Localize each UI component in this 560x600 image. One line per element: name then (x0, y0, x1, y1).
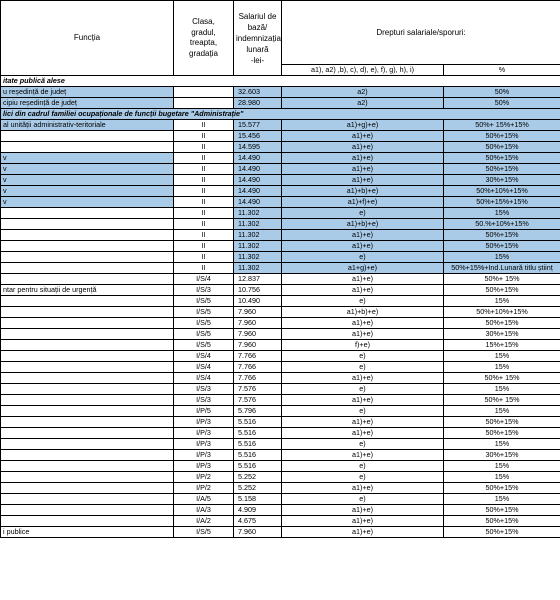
class-cell: I/P/3 (174, 417, 234, 428)
percent-cell: 15% (444, 494, 560, 505)
table-row (1, 131, 560, 142)
class-cell: II (174, 241, 234, 252)
function-cell: v (1, 153, 174, 164)
section-row (1, 76, 560, 87)
percent-cell: 50%+ 15% (444, 274, 560, 285)
table-row (1, 483, 560, 494)
salary-cell: 7.960 (234, 307, 282, 318)
class-cell: II (174, 219, 234, 230)
class-cell: I/P/2 (174, 472, 234, 483)
percent-cell: 30%+15% (444, 175, 560, 186)
percent-cell: 15% (444, 362, 560, 373)
percent-cell: 15%+15% (444, 340, 560, 351)
salary-cell: 10.490 (234, 296, 282, 307)
salary-cell: 7.960 (234, 527, 282, 538)
salary-cell: 14.490 (234, 164, 282, 175)
table-row (1, 153, 560, 164)
class-cell: II (174, 197, 234, 208)
codes-cell: a1)+e) (282, 417, 444, 428)
function-cell (1, 494, 174, 505)
codes-cell: a1+g)+e) (282, 263, 444, 274)
function-cell (1, 472, 174, 483)
codes-cell: a1)+e) (282, 318, 444, 329)
table-row (1, 274, 560, 285)
salary-cell: 5.252 (234, 483, 282, 494)
salary-cell: 14.490 (234, 153, 282, 164)
salary-cell: 11.302 (234, 241, 282, 252)
codes-cell: a1)+b)+e) (282, 219, 444, 230)
percent-cell: 50%+15% (444, 164, 560, 175)
salary-cell: 5.252 (234, 472, 282, 483)
salary-cell: 11.302 (234, 230, 282, 241)
class-cell: I/S/5 (174, 307, 234, 318)
salary-cell: 5.158 (234, 494, 282, 505)
table-row (1, 351, 560, 362)
percent-cell: 50%+15% (444, 230, 560, 241)
codes-cell: e) (282, 384, 444, 395)
salary-cell: 7.960 (234, 329, 282, 340)
percent-cell: 50%+15% (444, 241, 560, 252)
codes-cell: a1)+b)+e) (282, 307, 444, 318)
function-cell (1, 439, 174, 450)
percent-cell: 50%+15% (444, 417, 560, 428)
percent-cell: 15% (444, 439, 560, 450)
codes-cell: a1)+e) (282, 329, 444, 340)
table-row (1, 285, 560, 296)
table-row (1, 505, 560, 516)
class-cell: I/S/3 (174, 285, 234, 296)
codes-cell: a2) (282, 87, 444, 98)
salary-cell: 11.302 (234, 252, 282, 263)
function-cell (1, 417, 174, 428)
codes-cell: a1)+b)+e) (282, 186, 444, 197)
function-cell (1, 406, 174, 417)
function-cell: cipiu reședință de județ (1, 98, 174, 109)
percent-cell: 50%+ 15% (444, 373, 560, 384)
percent-cell: 30%+15% (444, 329, 560, 340)
header-drepturi: Drepturi salariale/sporuri: (282, 1, 560, 65)
table-row (1, 98, 560, 109)
class-cell: I/P/3 (174, 450, 234, 461)
table-row (1, 439, 560, 450)
function-cell (1, 461, 174, 472)
table-row (1, 516, 560, 527)
percent-cell: 50.%+10%+15% (444, 219, 560, 230)
function-cell (1, 340, 174, 351)
codes-cell: e) (282, 494, 444, 505)
class-cell: I/S/3 (174, 384, 234, 395)
table-row (1, 252, 560, 263)
table-row (1, 164, 560, 175)
codes-cell: e) (282, 439, 444, 450)
class-cell: I/P/3 (174, 439, 234, 450)
codes-cell: e) (282, 296, 444, 307)
function-cell (1, 230, 174, 241)
salary-cell: 14.490 (234, 197, 282, 208)
codes-cell: a1)+e) (282, 164, 444, 175)
percent-cell: 50%+10%+15% (444, 307, 560, 318)
percent-cell: 50%+10%+15% (444, 186, 560, 197)
codes-cell: a1)+f)+e) (282, 197, 444, 208)
table-row (1, 362, 560, 373)
salary-cell: 11.302 (234, 219, 282, 230)
table-row (1, 186, 560, 197)
table-row (1, 428, 560, 439)
function-cell (1, 318, 174, 329)
codes-cell: e) (282, 406, 444, 417)
class-cell: I/P/2 (174, 483, 234, 494)
percent-cell: 50%+15% (444, 142, 560, 153)
percent-cell: 50%+15% (444, 285, 560, 296)
function-cell (1, 208, 174, 219)
table-row (1, 208, 560, 219)
codes-cell: e) (282, 461, 444, 472)
codes-cell: a1)+e) (282, 131, 444, 142)
class-cell: I/S/5 (174, 329, 234, 340)
percent-cell: 50%+ 15%+15% (444, 120, 560, 131)
percent-cell: 50%+15% (444, 505, 560, 516)
codes-cell: f)+e) (282, 340, 444, 351)
codes-cell: a1)+e) (282, 274, 444, 285)
codes-cell: a1)+e) (282, 230, 444, 241)
percent-cell: 50%+15% (444, 153, 560, 164)
salary-cell: 10.756 (234, 285, 282, 296)
table-row (1, 307, 560, 318)
percent-cell: 15% (444, 208, 560, 219)
function-cell (1, 450, 174, 461)
codes-cell: e) (282, 362, 444, 373)
codes-cell: a1)+e) (282, 505, 444, 516)
class-cell: II (174, 175, 234, 186)
codes-cell: a1)+e) (282, 142, 444, 153)
function-cell: v (1, 197, 174, 208)
function-cell: v (1, 175, 174, 186)
function-cell (1, 395, 174, 406)
percent-cell: 50%+15%+Ind.Lunară titlu științ (444, 263, 560, 274)
function-cell (1, 274, 174, 285)
codes-cell: a1)+e) (282, 241, 444, 252)
salary-cell: 7.576 (234, 384, 282, 395)
class-cell: II (174, 208, 234, 219)
codes-cell: a1)+e) (282, 516, 444, 527)
function-cell (1, 307, 174, 318)
class-cell: II (174, 186, 234, 197)
codes-cell: a1)+e) (282, 373, 444, 384)
function-cell (1, 351, 174, 362)
table-row (1, 494, 560, 505)
class-cell: I/S/4 (174, 373, 234, 384)
salary-cell: 7.960 (234, 340, 282, 351)
salary-cell: 5.516 (234, 450, 282, 461)
section-title: lici din cadrul familiei ocupaționale de funcții bugetare "Administrație" (1, 109, 560, 120)
table-row (1, 120, 560, 131)
codes-cell: a1)+e) (282, 483, 444, 494)
function-cell (1, 241, 174, 252)
percent-cell: 50% (444, 98, 560, 109)
section-title: itate publică alese (1, 76, 560, 87)
class-cell: I/S/5 (174, 527, 234, 538)
percent-cell: 30%+15% (444, 450, 560, 461)
function-cell: i publice (1, 527, 174, 538)
table-row (1, 230, 560, 241)
table-row (1, 527, 560, 538)
salary-cell: 15.577 (234, 120, 282, 131)
class-cell: I/S/4 (174, 274, 234, 285)
salary-cell: 11.302 (234, 208, 282, 219)
percent-cell: 15% (444, 461, 560, 472)
function-cell (1, 252, 174, 263)
salary-cell: 15.456 (234, 131, 282, 142)
codes-cell: a1)+g)+e) (282, 120, 444, 131)
class-cell: II (174, 230, 234, 241)
function-cell (1, 384, 174, 395)
class-cell: I/A/2 (174, 516, 234, 527)
function-cell (1, 329, 174, 340)
salary-cell: 12.837 (234, 274, 282, 285)
salary-cell: 5.796 (234, 406, 282, 417)
table-row (1, 263, 560, 274)
class-cell: I/A/5 (174, 494, 234, 505)
salary-cell: 32.603 (234, 87, 282, 98)
table-row (1, 296, 560, 307)
salary-cell: 4.675 (234, 516, 282, 527)
class-cell: II (174, 164, 234, 175)
table-row (1, 373, 560, 384)
function-cell (1, 505, 174, 516)
percent-cell: 15% (444, 384, 560, 395)
codes-cell: e) (282, 351, 444, 362)
salary-cell: 7.766 (234, 373, 282, 384)
function-cell (1, 373, 174, 384)
salary-cell: 5.516 (234, 428, 282, 439)
function-cell (1, 516, 174, 527)
percent-cell: 15% (444, 406, 560, 417)
table-row (1, 175, 560, 186)
header-clasa: Clasa, gradul, treapta, gradația (174, 1, 234, 76)
codes-cell: e) (282, 208, 444, 219)
percent-cell: 50%+15% (444, 131, 560, 142)
function-cell (1, 263, 174, 274)
percent-cell: 15% (444, 252, 560, 263)
class-cell: I/S/5 (174, 340, 234, 351)
codes-cell: a1)+e) (282, 428, 444, 439)
class-cell: II (174, 120, 234, 131)
codes-cell: a1)+e) (282, 285, 444, 296)
percent-cell: 15% (444, 296, 560, 307)
header-functia: Funcția (1, 1, 174, 76)
percent-cell: 15% (444, 472, 560, 483)
header-salariu: Salariul de bază/ indemnizația lunară -lei- (234, 1, 282, 76)
table-row (1, 241, 560, 252)
table-row (1, 219, 560, 230)
function-cell (1, 296, 174, 307)
salary-cell: 5.516 (234, 461, 282, 472)
salary-cell: 14.490 (234, 175, 282, 186)
class-cell: I/S/4 (174, 362, 234, 373)
percent-cell: 50%+15% (444, 516, 560, 527)
class-cell (174, 87, 234, 98)
salary-cell: 4.909 (234, 505, 282, 516)
function-cell (1, 428, 174, 439)
codes-cell: e) (282, 472, 444, 483)
table-row (1, 197, 560, 208)
header-codes: a1), a2) ,b), c), d), e), f), g), h), i) (282, 65, 444, 76)
class-cell: I/S/3 (174, 395, 234, 406)
class-cell: II (174, 131, 234, 142)
class-cell: II (174, 153, 234, 164)
table-row (1, 461, 560, 472)
table-row (1, 395, 560, 406)
table-row (1, 417, 560, 428)
class-cell: I/P/5 (174, 406, 234, 417)
class-cell: II (174, 263, 234, 274)
function-cell: ntar pentru situații de urgență (1, 285, 174, 296)
class-cell (174, 98, 234, 109)
salary-cell: 5.516 (234, 439, 282, 450)
class-cell: I/A/3 (174, 505, 234, 516)
codes-cell: e) (282, 252, 444, 263)
salary-cell: 14.490 (234, 186, 282, 197)
function-cell: u reședință de județ (1, 87, 174, 98)
table-row (1, 384, 560, 395)
percent-cell: 50%+15% (444, 428, 560, 439)
function-cell: v (1, 186, 174, 197)
table-row (1, 142, 560, 153)
codes-cell: a1)+e) (282, 153, 444, 164)
class-cell: II (174, 252, 234, 263)
class-cell: I/S/5 (174, 296, 234, 307)
percent-cell: 50%+15%+15% (444, 197, 560, 208)
percent-cell: 50%+15% (444, 483, 560, 494)
salary-cell: 7.766 (234, 351, 282, 362)
codes-cell: a2) (282, 98, 444, 109)
salary-cell: 5.516 (234, 417, 282, 428)
percent-cell: 50%+15% (444, 527, 560, 538)
class-cell: I/S/5 (174, 318, 234, 329)
table-row (1, 87, 560, 98)
codes-cell: a1)+e) (282, 175, 444, 186)
salary-cell: 11.302 (234, 263, 282, 274)
percent-cell: 50% (444, 87, 560, 98)
salary-cell: 7.766 (234, 362, 282, 373)
codes-cell: a1)+e) (282, 395, 444, 406)
function-cell (1, 219, 174, 230)
percent-cell: 15% (444, 351, 560, 362)
function-cell: v (1, 164, 174, 175)
class-cell: I/S/4 (174, 351, 234, 362)
codes-cell: a1)+e) (282, 450, 444, 461)
salary-cell: 7.576 (234, 395, 282, 406)
table-row (1, 318, 560, 329)
function-cell: al unității administrativ-teritoriale (1, 120, 174, 131)
table-row (1, 406, 560, 417)
class-cell: I/P/3 (174, 428, 234, 439)
function-cell (1, 483, 174, 494)
function-cell (1, 131, 174, 142)
class-cell: I/P/3 (174, 461, 234, 472)
function-cell (1, 142, 174, 153)
percent-cell: 50%+ 15% (444, 395, 560, 406)
table-row (1, 340, 560, 351)
section-row (1, 109, 560, 120)
table-row (1, 329, 560, 340)
function-cell (1, 362, 174, 373)
salary-cell: 7.960 (234, 318, 282, 329)
table-row (1, 450, 560, 461)
codes-cell: a1)+e) (282, 527, 444, 538)
class-cell: II (174, 142, 234, 153)
salary-cell: 28.980 (234, 98, 282, 109)
percent-cell: 50%+15% (444, 318, 560, 329)
salary-cell: 14.595 (234, 142, 282, 153)
table-row (1, 472, 560, 483)
header-pct: % (444, 65, 560, 76)
